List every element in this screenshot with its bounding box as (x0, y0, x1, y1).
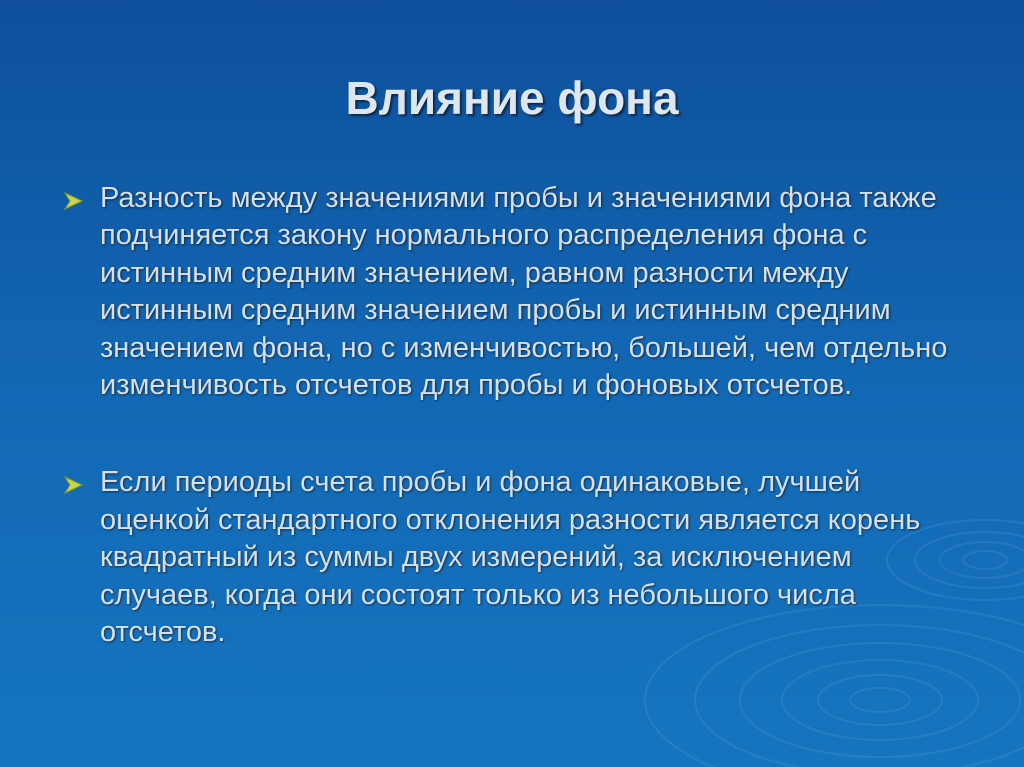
arrowhead-bullet-icon (64, 192, 84, 210)
bullet-item (64, 180, 964, 404)
arrowhead-bullet-icon (64, 476, 84, 494)
slide-title: Влияние фона (345, 72, 679, 124)
bullet-list (64, 180, 964, 651)
bullet-item (64, 464, 964, 651)
bullet-text: Если периоды счета пробы и фона одинаковые, лучшей оценкой стандартного отклонения разности является корень квадратный из суммы двух измерений, за исключением случаев, когда они состоят только из небольшого числа отсчетов. (100, 466, 921, 649)
bullet-text: Разность между значениями пробы и значениями фона также подчиняется закону нормального распределения фона с истинным средним значением, равном разности между истинным средним значением пробы и истинным средним значением фона, но с изменчивостью, большей, чем отдельно изменчивость отсчетов для пробы и фоновых отсчетов. (100, 182, 948, 402)
